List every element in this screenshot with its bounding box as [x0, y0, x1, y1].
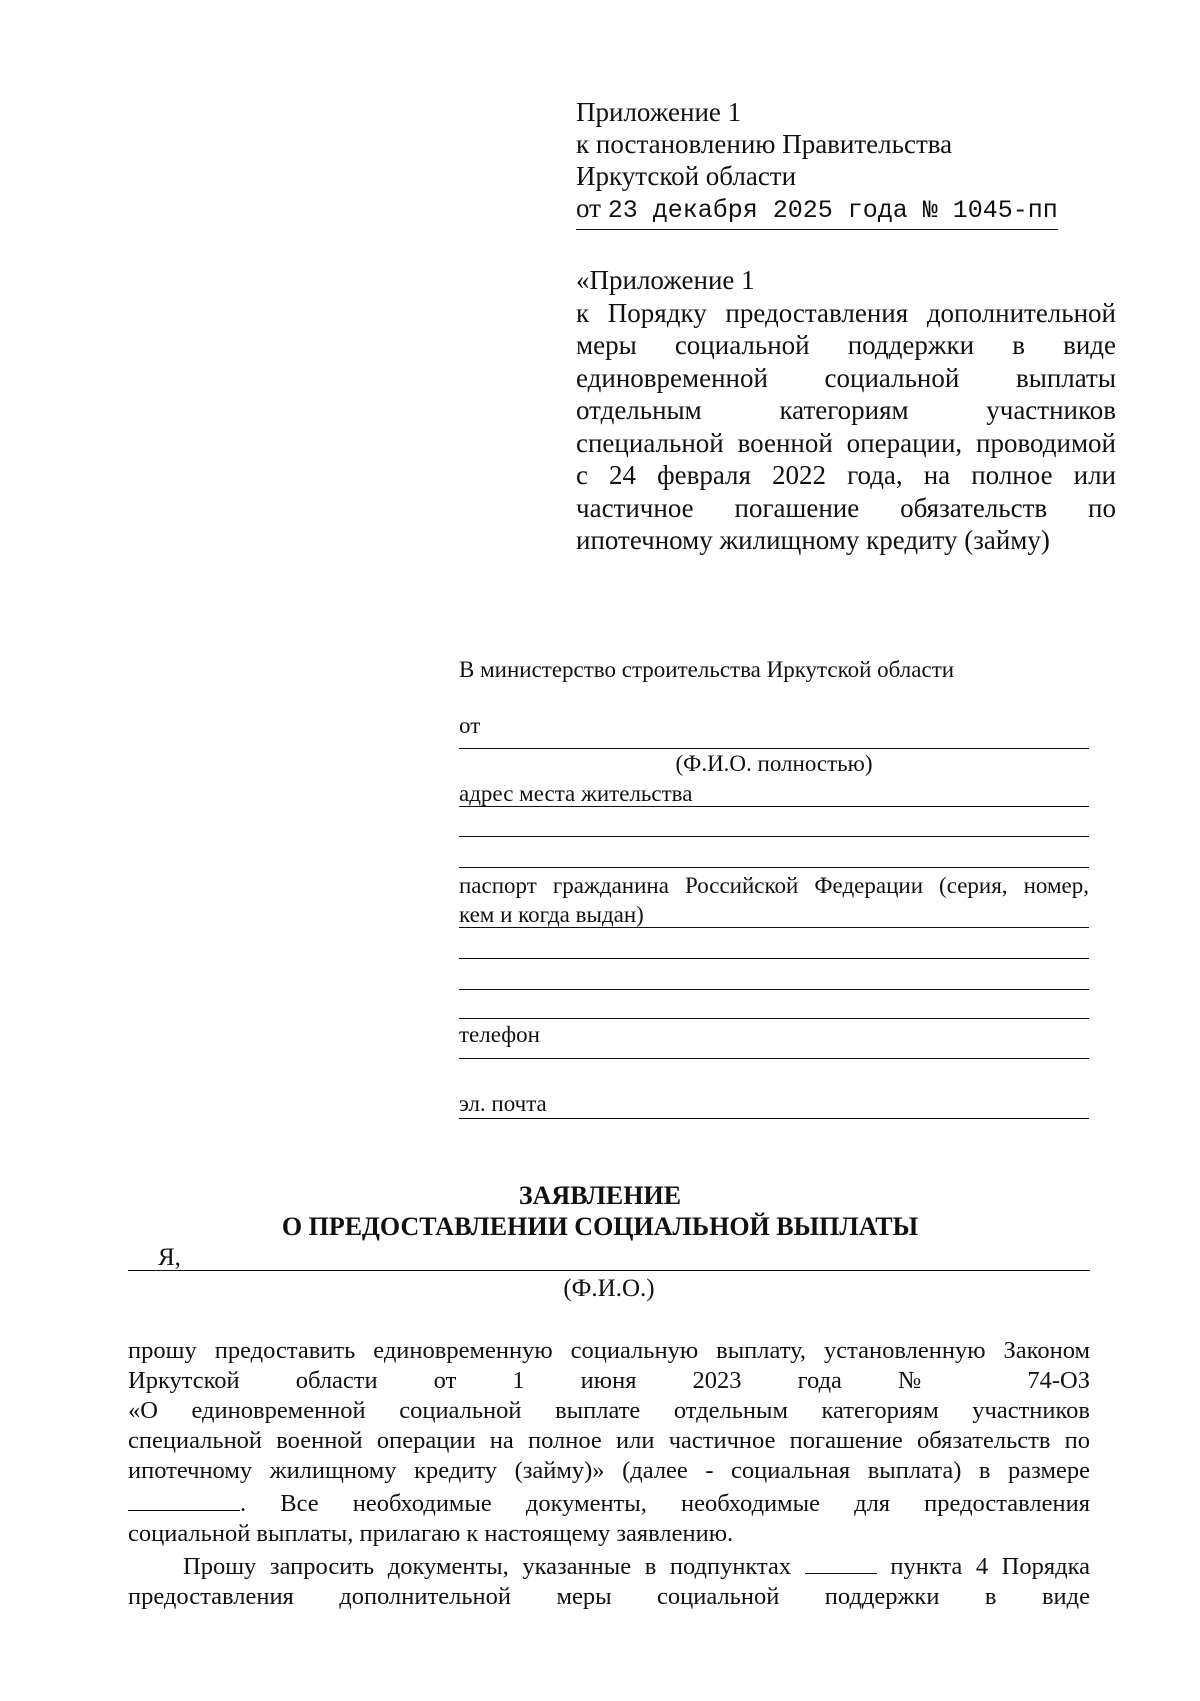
body-p2-line1b: пункта 4 Порядка	[890, 1553, 1091, 1580]
recipient-email-field[interactable]	[459, 1118, 1089, 1119]
appendix-date-line	[576, 192, 1116, 230]
body-p1-line5: ипотечному жилищному кредиту (займу)» (далее - социальная выплата) в размере	[128, 1457, 1090, 1484]
appendix-date-underline	[576, 192, 1058, 230]
appendix-quote-line8: частичное погашение обязательств по	[576, 492, 1116, 523]
appendix-quote-line1: «Приложение 1	[576, 265, 755, 295]
appendix-quote-line2: к Порядку предоставления дополнительной	[576, 297, 1116, 328]
recipient-passport-field-1[interactable]	[459, 927, 1089, 928]
recipient-fio-field[interactable]	[459, 748, 1089, 749]
appendix-header-line3: Иркутской области	[576, 161, 797, 191]
recipient-address-field-1[interactable]	[459, 806, 1089, 807]
appendix-date-prefix: от	[576, 193, 601, 223]
appendix-header	[576, 96, 1116, 230]
recipient-address-field-3[interactable]	[459, 867, 1089, 868]
recipient-passport-field-2[interactable]	[459, 958, 1089, 959]
recipient-fio-caption: (Ф.И.О. полностью)	[675, 751, 873, 776]
body-p2-line2: предоставления дополнительной меры социальной поддержки в виде	[128, 1583, 1090, 1610]
appendix-quote-line6: специальной военной операции, проводимой	[576, 427, 1116, 458]
appendix-quote-line7: с 24 февраля 2022 года, на полное или	[576, 460, 1116, 490]
applicant-fio-caption: (Ф.И.О.)	[563, 1275, 655, 1302]
recipient-phone-label: телефон	[459, 1022, 540, 1047]
body-p2-line1-wrap	[128, 1549, 1090, 1582]
recipient-phone-field[interactable]	[459, 1058, 1089, 1059]
statement-subtitle: О ПРЕДОСТАВЛЕНИИ СОЦИАЛЬНОЙ ВЫПЛАТЫ	[281, 1212, 919, 1241]
body-p1-line4: специальной военной операции на полное или частичное погашение обязательств по	[128, 1427, 1090, 1454]
payment-amount-field[interactable]	[128, 1486, 240, 1511]
body-p2-line1a: Прошу запросить документы, указанные в подпунктах	[183, 1553, 792, 1580]
appendix-header-line2: к постановлению Правительства	[576, 129, 953, 159]
statement-title: ЗАЯВЛЕНИЕ	[518, 1181, 682, 1210]
recipient-email-label: эл. почта	[459, 1091, 547, 1116]
recipient-passport-line1: паспорт гражданина Российской Федерации (серия, номер,	[459, 873, 1089, 898]
appendix-quote-line9: ипотечному жилищному кредиту (займу)	[576, 525, 1050, 555]
body-p1-line2: Иркутской области от 1 июня 2023 года № 74-ОЗ	[128, 1367, 1090, 1394]
appendix-quote-line3: меры социальной поддержки в виде	[576, 330, 1116, 360]
applicant-fio-field[interactable]	[128, 1270, 1090, 1271]
recipient-passport-field-4[interactable]	[459, 1018, 1089, 1019]
recipient-address-label: адрес места жительства	[459, 781, 693, 806]
body-p1-line1: прошу предоставить единовременную социальную выплату, установленную Законом	[128, 1337, 1090, 1364]
appendix-quote-line5: отдельным категориям участников	[576, 395, 1116, 425]
body-p1-line3: «О единовременной социальной выплате отдельным категориям участников	[128, 1397, 1090, 1424]
applicant-ya: Я,	[158, 1244, 181, 1271]
recipient-from-label: от	[459, 713, 481, 738]
body-p1-line7: социальной выплаты, прилагаю к настоящему заявлению.	[128, 1520, 734, 1547]
statement-body	[128, 1336, 1090, 1612]
subparagraphs-field[interactable]	[805, 1549, 877, 1574]
recipient-ministry: В министерство строительства Иркутской области	[459, 657, 955, 682]
recipient-address-field-2[interactable]	[459, 836, 1089, 837]
appendix-header-line1: Приложение 1	[576, 97, 742, 127]
body-p1-line6: . Все необходимые документы, необходимые для предоставления	[240, 1490, 1090, 1517]
recipient-passport-field-3[interactable]	[459, 989, 1089, 990]
appendix-date-value: 23 декабря 2025 года № 1045-пп	[607, 196, 1058, 225]
body-p1-line6-wrap	[128, 1486, 1090, 1519]
recipient-passport-line2: кем и когда выдан)	[459, 902, 644, 927]
appendix-quote-line4: единовременной социальной выплаты	[576, 362, 1116, 393]
appendix-quote	[576, 264, 1116, 557]
